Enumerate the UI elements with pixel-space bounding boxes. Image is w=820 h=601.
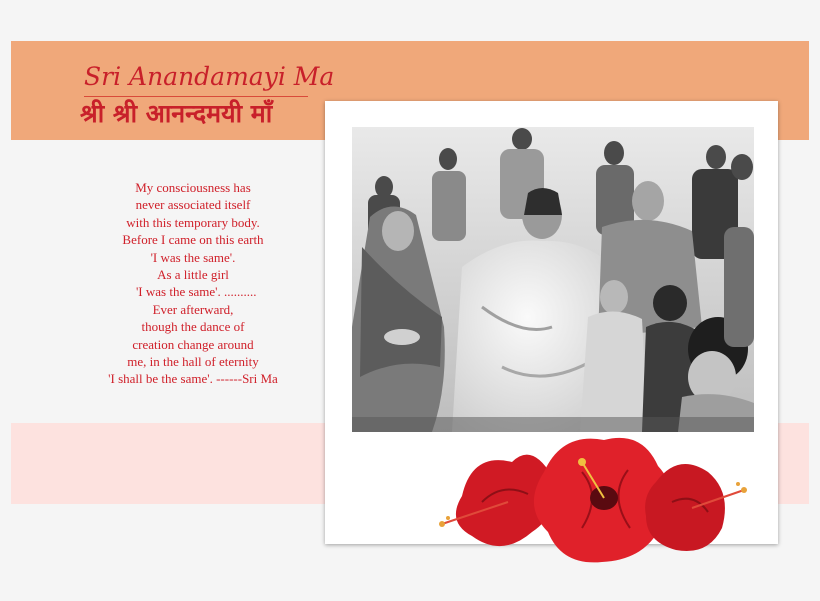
- hibiscus-right: [645, 464, 747, 551]
- quote-line: with this temporary body.: [126, 214, 260, 230]
- photograph: [352, 127, 754, 432]
- quote-line: 'I was the same'.: [150, 249, 236, 265]
- quote-line: though the dance of: [141, 319, 245, 335]
- quote-line: Ever afterward,: [152, 301, 234, 317]
- quote-line: As a little girl: [157, 267, 229, 283]
- title-english: Sri Anandamayi Ma: [84, 62, 335, 91]
- quote-line: 'I shall be the same'. ------Sri Ma: [108, 371, 278, 387]
- quote-line: creation change around: [132, 336, 254, 352]
- quote-line: Before I came on this earth: [122, 232, 264, 248]
- quote-line: me, in the hall of eternity: [127, 354, 259, 370]
- title-hindi: श्री श्री आनन्दमयी माँ: [80, 99, 273, 128]
- crowd-photo-illustration: [352, 127, 754, 432]
- quote-block: [62, 179, 324, 388]
- hibiscus-flowers-illustration: [432, 432, 752, 572]
- quote-line: My consciousness has: [135, 180, 251, 195]
- quote-line: 'I was the same'. ..........: [129, 284, 257, 300]
- quote-line: never associated itself: [135, 197, 251, 213]
